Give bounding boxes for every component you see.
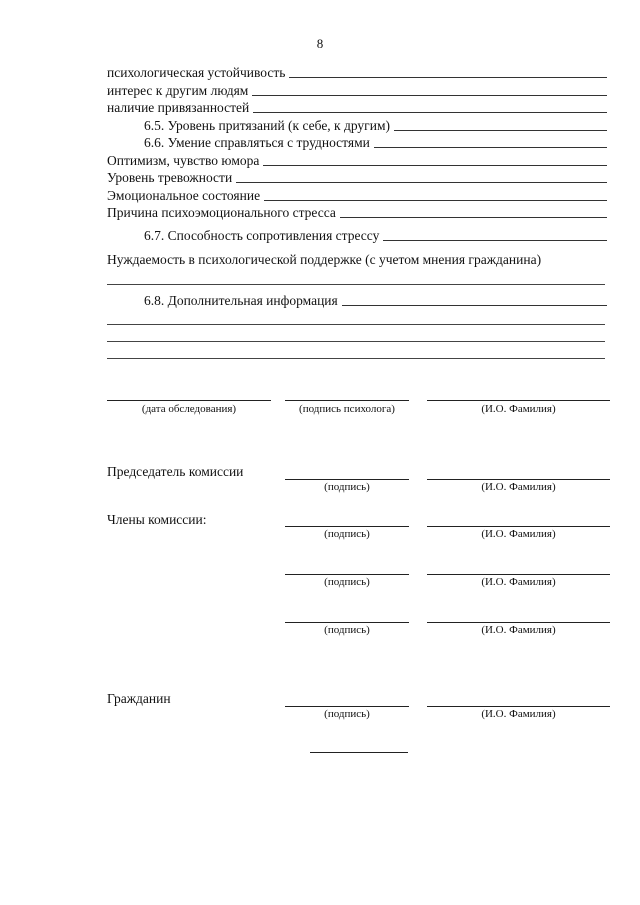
additional-line-1 (107, 324, 605, 325)
member3-name-line (427, 622, 610, 623)
fill-line (263, 164, 607, 166)
member2-signature-line (285, 574, 409, 575)
end-separator-line (310, 752, 408, 753)
member1-name-line (427, 526, 610, 527)
psych-signature-caption: (подпись психолога) (299, 403, 395, 415)
additional-line-3 (107, 358, 605, 359)
field-label: Эмоциональное состояние (107, 188, 261, 203)
field-label: 6.6. Умение справляться с трудностями (144, 135, 370, 150)
page-number: 8 (316, 36, 324, 51)
field-optimism (107, 152, 607, 169)
member3-name-caption: (И.О. Фамилия) (481, 624, 556, 636)
citizen-signature-caption: (подпись) (324, 708, 370, 720)
fill-line (342, 304, 607, 306)
citizen-label: Гражданин (107, 691, 171, 706)
field-interest-in-people (107, 82, 607, 99)
citizen-name-line (427, 706, 610, 707)
field-aspiration-level (144, 117, 607, 134)
fill-line (374, 146, 607, 148)
field-stress-cause (107, 204, 607, 221)
need-support-line (107, 284, 605, 285)
member2-name-caption: (И.О. Фамилия) (481, 576, 556, 588)
exam-date-caption: (дата обследования) (141, 403, 237, 415)
field-label: Уровень тревожности (107, 170, 233, 185)
need-support-label (107, 251, 607, 268)
psych-signature-line (285, 400, 409, 401)
citizen-name-caption: (И.О. Фамилия) (481, 708, 556, 720)
field-label: психологическая устойчивость (107, 65, 286, 80)
fill-line (340, 216, 607, 218)
fill-line (236, 181, 607, 183)
need-support-text: Нуждаемость в психологической поддержке (с учетом мнения гражданина) (107, 252, 542, 267)
fill-line (394, 129, 607, 131)
fill-line (253, 111, 607, 113)
field-label: Причина психоэмоционального стресса (107, 205, 336, 220)
member2-signature-caption: (подпись) (324, 576, 370, 588)
citizen-signature-line (285, 706, 409, 707)
field-label: 6.7. Способность сопротивления стрессу (144, 228, 380, 243)
field-label: наличие привязанностей (107, 100, 250, 115)
field-psych-stability (107, 64, 607, 81)
field-attachments (107, 99, 607, 116)
field-label: интерес к другим людям (107, 83, 249, 98)
fill-line (383, 239, 607, 241)
field-emotional-state (107, 187, 607, 204)
member3-signature-line (285, 622, 409, 623)
chairman-name-caption: (И.О. Фамилия) (481, 481, 556, 493)
additional-line-2 (107, 341, 605, 342)
field-label: 6.8. Дополнительная информация (144, 293, 338, 308)
field-label: Оптимизм, чувство юмора (107, 153, 260, 168)
member1-name-caption: (И.О. Фамилия) (481, 528, 556, 540)
member1-signature-caption: (подпись) (324, 528, 370, 540)
fill-line (252, 94, 607, 96)
field-label: 6.5. Уровень притязаний (к себе, к другим) (144, 118, 390, 133)
member2-name-line (427, 574, 610, 575)
field-anxiety (107, 169, 607, 186)
chairman-signature-caption: (подпись) (324, 481, 370, 493)
chairman-name-line (427, 479, 610, 480)
fill-line (289, 76, 607, 78)
chairman-signature-line (285, 479, 409, 480)
member1-signature-line (285, 526, 409, 527)
exam-name-line (427, 400, 610, 401)
member3-signature-caption: (подпись) (324, 624, 370, 636)
exam-date-line (107, 400, 271, 401)
members-label: Члены комиссии: (107, 512, 207, 527)
exam-name-caption: (И.О. Фамилия) (481, 403, 556, 415)
field-coping-ability (144, 134, 607, 151)
field-stress-resistance (144, 227, 607, 244)
fill-line (264, 199, 607, 201)
chairman-label: Председатель комиссии (107, 464, 244, 479)
field-additional-info (144, 292, 607, 309)
